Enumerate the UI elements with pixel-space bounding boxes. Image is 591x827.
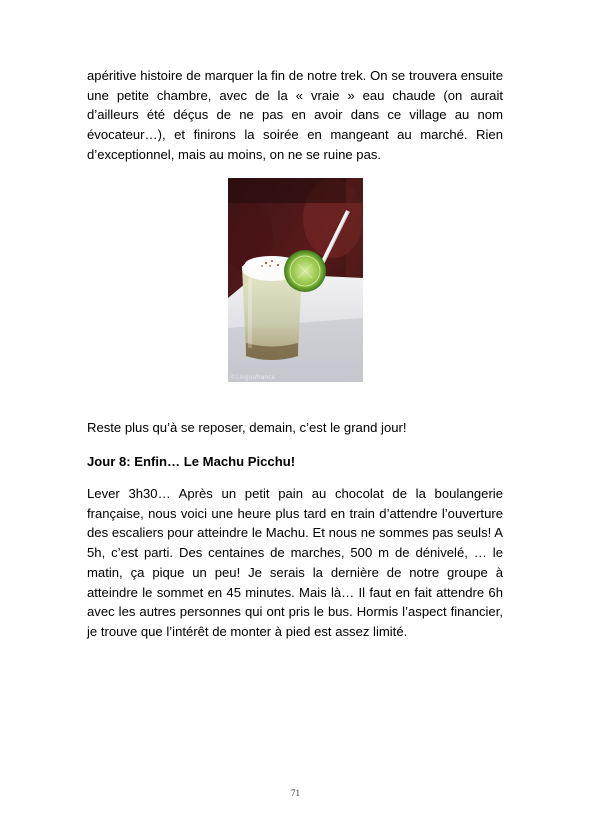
paragraph-rest: Reste plus qu’à se reposer, demain, c’est le grand jour! [87, 420, 407, 435]
section-heading: Jour 8: Enfin… Le Machu Picchu! [87, 454, 296, 469]
paragraph-day8: Lever 3h30… Après un petit pain au chocolat de la boulangerie française, nous voici une heure plus tard en train d’attendre l’ouverture des escaliers pour atteindre le Machu. Et nous ne sommes pas seuls! A 5h, c’est parti. Des centaines de marches, 500 m de dénivelé, … le matin, ça pique un peu! Je serais la dernière de notre groupe à atteindre le sommet en 45 minutes. Mais là… Il faut en fait attendre 6h avec les autres personnes qui ont pris le bus. Hormis l’aspect financier, je trouve que l’intérêt de monter à pied est assez limité. [87, 486, 503, 639]
cocktail-image [228, 178, 363, 382]
page-number: 71 [291, 788, 300, 798]
pisco-sour-photo [228, 178, 363, 382]
paragraph-trek-end: apéritive histoire de marquer la fin de notre trek. On se trouvera ensuite une petite chambre, avec de la « vraie » eau chaude (on aurait d’ailleurs été déçus de ne pas en avoir dans ce village au nom évocateur…), et finirons la soirée en mangeant au marché. Rien d’exceptionnel, mais au moins, on ne se ruine pas. [87, 68, 503, 162]
photo-watermark: ©Linguafrance [230, 374, 276, 381]
